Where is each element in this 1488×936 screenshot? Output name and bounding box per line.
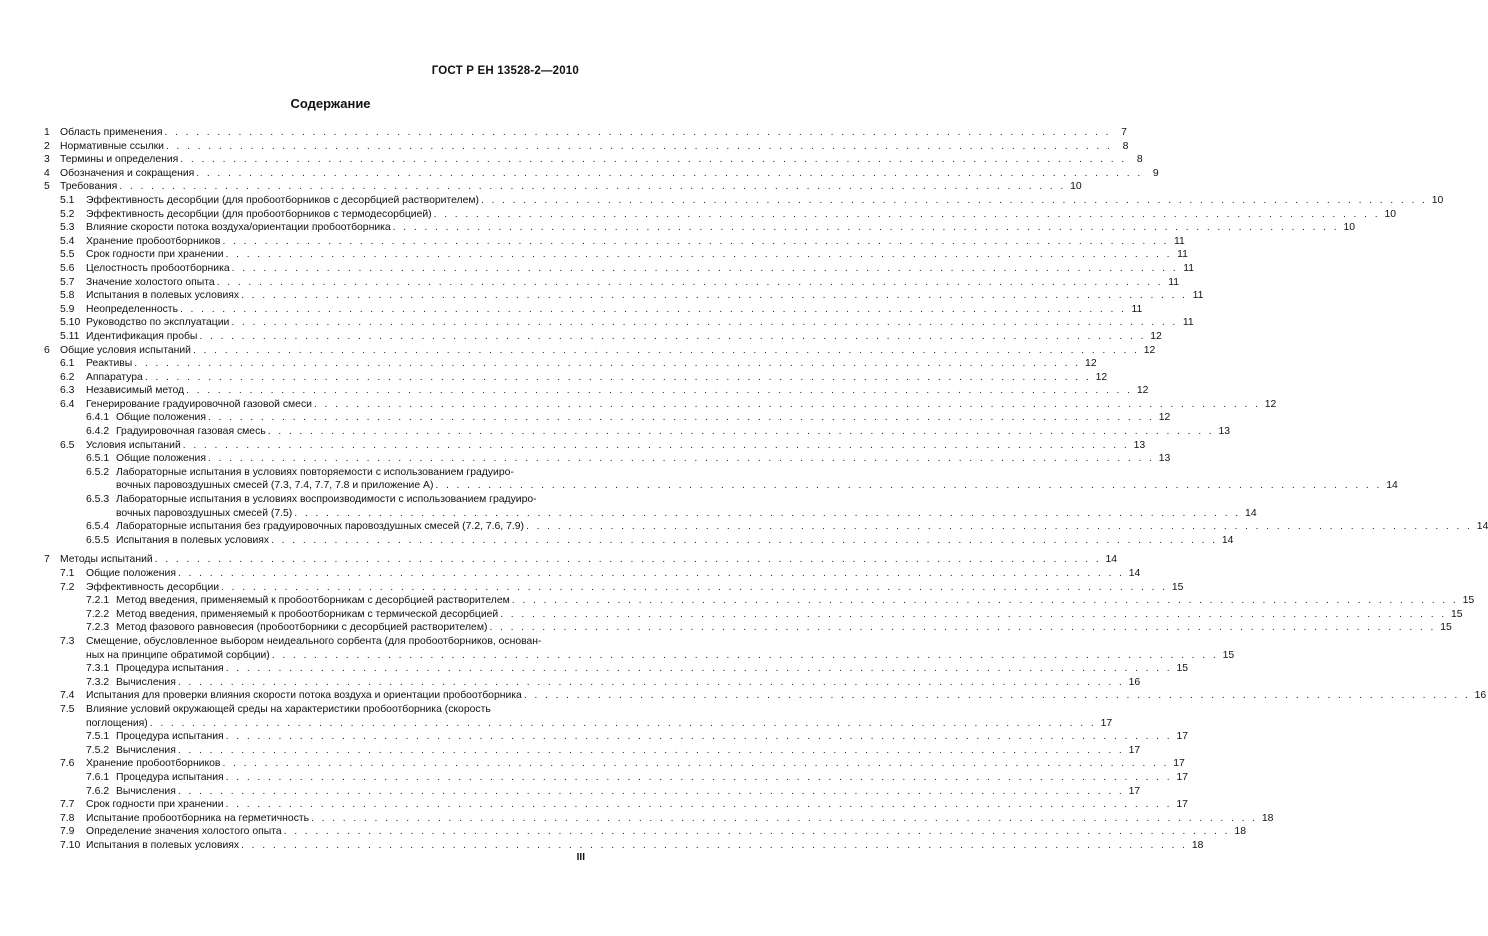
toc-entry-page: 11 (1177, 249, 1188, 261)
toc-entry-title: Генерирование градуировочной газовой смеси (86, 398, 312, 410)
toc-leader-dots (284, 825, 1230, 839)
toc-entry-title: поглощения) (86, 717, 148, 729)
toc-leader-dots (145, 371, 1091, 385)
toc-leader-dots (208, 411, 1154, 425)
toc-entry-page: 11 (1192, 290, 1204, 302)
toc-entry (44, 276, 1180, 290)
toc-leader-dots (500, 608, 1446, 622)
toc-entry-title: Руководство по эксплуатации (86, 317, 230, 329)
toc-entry-page: 12 (1136, 385, 1149, 397)
toc-entry-number: 5.10 (60, 317, 81, 329)
toc-entry (44, 520, 1488, 534)
toc-entry-title: Хранение пробоотборников (86, 758, 221, 770)
toc-entry-title: Процедура испытания (116, 771, 224, 783)
toc-entry-page: 11 (1182, 317, 1194, 329)
toc-entry-number: 6.3 (60, 385, 75, 397)
toc-entry (44, 676, 1141, 690)
toc-entry-title: Испытания в полевых условиях (86, 839, 240, 851)
toc-leader-dots (226, 248, 1172, 262)
toc-entry (44, 140, 1129, 154)
toc-entry-page: 15 (1440, 622, 1452, 634)
toc-leader-dots (178, 567, 1124, 581)
toc-entry-page: 10 (1431, 194, 1444, 206)
toc-entry (44, 452, 1171, 466)
toc-leader-dots (183, 439, 1129, 453)
toc-entry-number: 5.1 (60, 194, 75, 206)
toc-entry-title: Неопределенность (86, 303, 178, 315)
toc-entry-page: 16 (1128, 676, 1141, 688)
toc-entry-page: 15 (1222, 649, 1235, 661)
toc-entry-page: 12 (1150, 330, 1162, 342)
toc-entry-page: 13 (1218, 426, 1231, 438)
toc-entry-page: 9 (1152, 167, 1159, 179)
toc-entry (44, 703, 1113, 730)
toc-entry-title: Целостность пробоотборника (86, 262, 230, 274)
toc-entry-page: 8 (1122, 140, 1129, 152)
toc-entry-number: 7.3 (60, 635, 75, 647)
toc-entry-title: Термины и определения (60, 154, 179, 166)
toc-entry-title: Испытания в полевых условиях (86, 290, 240, 302)
toc-leader-dots (435, 479, 1381, 493)
toc-entry-title: Общие положения (86, 568, 176, 579)
toc-entry (44, 411, 1171, 425)
toc-leader-dots (512, 594, 1458, 608)
toc-entry-page: 8 (1136, 154, 1143, 166)
toc-entry-number: 6.5.5 (86, 534, 110, 546)
page-title: Содержание (290, 96, 371, 111)
toc-entry (44, 303, 1143, 317)
toc-leader-dots (178, 676, 1124, 690)
toc-entry-page: 15 (1171, 581, 1184, 593)
toc-entry-page: 17 (1100, 717, 1113, 729)
toc-entry-page: 11 (1168, 276, 1180, 288)
toc-entry-title: Область применения (60, 127, 163, 138)
toc-entry-number: 7.2.3 (86, 622, 110, 634)
toc-entry-number: 6.4.1 (86, 412, 110, 424)
toc-entry (44, 757, 1185, 771)
toc-entry (44, 744, 1141, 758)
toc-entry-title: Вычисления (116, 744, 176, 756)
toc-entry-title: Лабораторные испытания в условиях повторяемости с использованием градуиро- (116, 466, 514, 478)
toc-entry (44, 316, 1194, 330)
toc-entry-title: Вычисления (116, 785, 176, 797)
toc-leader-dots (241, 289, 1187, 303)
toc-entry (44, 371, 1108, 385)
toc-entry (44, 466, 1398, 493)
toc-entry-number: 6.5.4 (86, 521, 110, 533)
toc-entry-title: Требования (60, 181, 118, 193)
toc-entry-page: 16 (1474, 690, 1487, 702)
toc-leader-dots (393, 221, 1339, 235)
toc-entry (44, 439, 1146, 453)
toc-entry-page: 7 (1121, 127, 1127, 138)
toc-leader-dots (434, 208, 1380, 222)
toc-leader-dots (481, 194, 1427, 208)
toc-entry-number: 6.5 (60, 439, 75, 451)
toc-entry-title: Общие положения (116, 412, 206, 424)
toc-entry-page: 11 (1183, 262, 1194, 274)
toc-entry (44, 357, 1097, 371)
toc-leader-dots (271, 534, 1217, 548)
toc-entry-page: 11 (1174, 235, 1185, 247)
toc-leader-dots (196, 167, 1142, 181)
toc-entry (44, 798, 1188, 812)
toc-leader-dots (311, 812, 1257, 826)
toc-entry-page: 14 (1476, 521, 1488, 533)
toc-entry-title: Метод фазового равновесия (пробоотборники с десорбцией растворителем) (116, 622, 488, 634)
toc-leader-dots (232, 262, 1178, 276)
toc-entry-number: 7.6.1 (86, 771, 110, 783)
toc-leader-dots (268, 425, 1214, 439)
toc-leader-dots (221, 581, 1167, 595)
toc-entry (44, 248, 1188, 262)
toc-entry (44, 635, 1235, 662)
toc-entry (44, 398, 1277, 412)
toc-entry (44, 167, 1159, 181)
toc-leader-dots (222, 757, 1168, 771)
toc-entry-title: вочных паровоздушных смесей (7.3, 7.4, 7.7, 7.8 и приложение А) (116, 480, 434, 492)
toc-leader-dots (231, 316, 1177, 330)
toc-entry (44, 126, 1127, 140)
toc-entry-number: 5.3 (60, 222, 75, 234)
toc-entry-title: Хранение пробоотборников (86, 235, 221, 247)
toc-entry (44, 194, 1444, 208)
toc-entry-page: 14 (1128, 568, 1141, 579)
toc-entry (44, 180, 1082, 194)
toc-entry-page: 17 (1128, 744, 1141, 756)
toc-entry-page: 17 (1176, 799, 1188, 811)
toc-entry-page: 18 (1261, 812, 1274, 824)
toc-entry (44, 839, 1204, 853)
toc-entry (44, 344, 1156, 358)
toc-entry (44, 567, 1141, 581)
toc-entry-title: Вычисления (116, 676, 176, 688)
toc-leader-dots (150, 717, 1096, 731)
toc-leader-dots (241, 839, 1187, 853)
toc-entry-number: 7.2.2 (86, 608, 110, 620)
toc-entry-number: 6.5.2 (86, 466, 110, 478)
toc-entry-page: 18 (1234, 826, 1246, 838)
toc-entry-number: 5.7 (60, 276, 75, 288)
toc-entry-title: Лабораторные испытания без градуировочных паровоздушных смесей (7.2, 7.6, 7.9) (116, 521, 524, 533)
table-of-contents (44, 126, 1488, 852)
toc-leader-dots (155, 553, 1101, 567)
toc-entry (44, 771, 1189, 785)
toc-entry (44, 662, 1189, 676)
toc-entry (44, 608, 1463, 622)
toc-entry-number: 5.6 (60, 262, 75, 274)
toc-entry-title: Испытания в полевых условиях (116, 534, 270, 546)
toc-entry (44, 493, 1257, 520)
toc-entry (44, 825, 1246, 839)
toc-entry-page: 14 (1245, 507, 1257, 519)
toc-entry-number: 7.8 (60, 812, 75, 824)
toc-entry (44, 289, 1204, 303)
toc-entry-title: ных на принципе обратимой сорбции) (86, 649, 270, 661)
toc-entry (44, 262, 1194, 276)
document-code: ГОСТ Р ЕН 13528-2—2010 (431, 65, 579, 77)
toc-entry-title: Процедура испытания (116, 731, 224, 743)
toc-leader-dots (180, 153, 1126, 167)
toc-entry-number: 5.8 (60, 290, 75, 302)
toc-entry-title: Нормативные ссылки (60, 140, 164, 152)
toc-entry-title: Метод введения, применяемый к пробоотборникам с термической десорбцией (116, 608, 499, 620)
toc-entry (44, 534, 1234, 548)
toc-entry-title: Срок годности при хранении (86, 799, 224, 811)
toc-entry-number: 7.5.2 (86, 744, 110, 756)
toc-entry (44, 235, 1185, 249)
toc-entry-title: Смещение, обусловленное выбором неидеального сорбента (для пробоотборников, основан- (86, 635, 542, 647)
toc-leader-dots (208, 452, 1154, 466)
toc-entry (44, 384, 1149, 398)
toc-entry-number: 7.2.1 (86, 595, 110, 607)
toc-entry-title: Срок годности при хранении (86, 249, 224, 261)
toc-entry-number: 7.2 (60, 581, 75, 593)
toc-leader-dots (178, 785, 1124, 799)
toc-leader-dots (119, 180, 1065, 194)
toc-entry-number: 7.5.1 (86, 731, 110, 743)
toc-entry-number: 6.1 (60, 358, 75, 370)
toc-leader-dots (489, 621, 1435, 635)
toc-entry-number: 7.9 (60, 826, 75, 838)
toc-entry-number: 5.11 (60, 330, 80, 342)
toc-entry-page: 12 (1264, 398, 1277, 410)
toc-entry-number: 7.6 (60, 758, 75, 770)
toc-entry-page: 17 (1176, 771, 1189, 783)
toc-entry-number: 7.3.1 (86, 663, 110, 675)
toc-entry-number: 5.9 (60, 303, 75, 315)
toc-entry-number: 6.4.2 (86, 426, 110, 438)
toc-leader-dots (272, 649, 1218, 663)
toc-entry-page: 12 (1143, 344, 1156, 356)
toc-entry-title: Методы испытаний (60, 554, 153, 566)
toc-entry-number: 7.10 (60, 839, 81, 851)
toc-entry-title: Испытание пробоотборника на герметичность (86, 812, 310, 824)
toc-entry-title: вочных паровоздушных смесей (7.5) (116, 507, 293, 519)
toc-entry-page: 11 (1131, 303, 1143, 315)
toc-entry-title: Реактивы (86, 358, 133, 370)
toc-entry-number: 7.7 (60, 799, 75, 811)
toc-entry-number: 6.4 (60, 398, 75, 410)
toc-entry-number: 5.5 (60, 249, 75, 261)
toc-entry (44, 153, 1143, 167)
toc-entry-title: Значение холостого опыта (86, 276, 215, 288)
toc-entry-number: 3 (44, 154, 50, 166)
toc-entry-title: Градуировочная газовая смесь (116, 426, 266, 438)
toc-entry-number: 7.6.2 (86, 785, 110, 797)
toc-entry-title: Условия испытаний (86, 439, 181, 451)
toc-entry-page: 12 (1095, 371, 1108, 383)
toc-entry-number: 2 (44, 140, 50, 152)
toc-entry-number: 6.5.1 (86, 453, 110, 465)
toc-entry-number: 5.2 (60, 208, 75, 220)
toc-entry (44, 221, 1356, 235)
toc-entry-title: Определение значения холостого опыта (86, 826, 282, 838)
toc-entry-number: 5 (44, 181, 50, 193)
toc-entry-title: Влияние условий окружающей среды на характеристики пробоотборника (скорость (86, 703, 491, 715)
toc-entry (44, 553, 1118, 567)
toc-entry-page: 18 (1191, 839, 1204, 851)
toc-entry-title: Обозначения и сокращения (60, 167, 195, 179)
toc-entry-page: 12 (1085, 358, 1097, 370)
toc-leader-dots (178, 744, 1124, 758)
toc-entry-number: 7.5 (60, 703, 75, 715)
toc-leader-dots (217, 276, 1163, 290)
toc-entry-title: Влияние скорости потока воздуха/ориентации пробоотборника (86, 222, 391, 234)
toc-entry-title: Эффективность десорбции (86, 581, 220, 593)
toc-entry-page: 10 (1384, 208, 1396, 220)
toc-leader-dots (294, 507, 1240, 521)
toc-leader-dots (226, 798, 1172, 812)
toc-entry-page: 14 (1105, 554, 1118, 566)
toc-entry-page: 14 (1386, 480, 1398, 492)
toc-entry-title: Аппаратура (86, 371, 143, 383)
toc-entry (44, 689, 1487, 703)
toc-leader-dots (164, 126, 1110, 140)
toc-entry-page: 17 (1173, 758, 1185, 770)
toc-entry (44, 812, 1274, 826)
toc-entry-page: 15 (1176, 663, 1189, 675)
toc-leader-dots (524, 689, 1470, 703)
toc-entry-number: 1 (44, 127, 50, 138)
toc-entry-title: Эффективность десорбции (для пробоотборников с десорбцией растворителем) (86, 194, 479, 206)
toc-leader-dots (314, 398, 1260, 412)
toc-entry-page: 10 (1343, 222, 1356, 234)
toc-leader-dots (134, 357, 1080, 371)
toc-leader-dots (226, 662, 1172, 676)
toc-entry-page: 15 (1462, 595, 1475, 607)
toc-leader-dots (166, 140, 1112, 154)
toc-entry-page: 14 (1221, 534, 1234, 546)
toc-entry-number: 4 (44, 167, 50, 179)
toc-leader-dots (526, 520, 1472, 534)
toc-entry-title: Общие положения (116, 453, 206, 465)
page-number: III (576, 852, 585, 863)
toc-entry-number: 7.4 (60, 690, 75, 702)
toc-entry-title: Лабораторные испытания в условиях воспроизводимости с использованием градуиро- (116, 494, 537, 506)
toc-entry-number: 7.3.2 (86, 676, 110, 688)
toc-leader-dots (199, 330, 1145, 344)
toc-leader-dots (226, 730, 1172, 744)
toc-leader-dots (180, 303, 1126, 317)
toc-entry-number: 6.2 (60, 371, 75, 383)
toc-entry (44, 785, 1141, 799)
toc-entry-number: 6.5.3 (86, 494, 110, 506)
toc-entry-title: Эффективность десорбции (для пробоотборников с термодесорбцией) (86, 208, 432, 220)
toc-entry-page: 15 (1451, 608, 1463, 620)
toc-entry (44, 581, 1184, 595)
toc-entry (44, 730, 1189, 744)
toc-leader-dots (193, 344, 1139, 358)
toc-entry-page: 10 (1070, 181, 1082, 193)
toc-entry-number: 7 (44, 554, 50, 566)
toc-entry-number: 7.1 (60, 568, 75, 579)
toc-entry (44, 330, 1162, 344)
toc-entry (44, 621, 1452, 635)
toc-entry-title: Общие условия испытаний (60, 344, 191, 356)
toc-leader-dots (226, 771, 1172, 785)
toc-entry-page: 12 (1158, 412, 1171, 424)
toc-entry-title: Независимый метод (86, 385, 185, 397)
toc-entry-title: Идентификация пробы (86, 330, 198, 342)
toc-entry-title: Процедура испытания (116, 663, 224, 675)
toc-entry-page: 17 (1176, 731, 1189, 743)
toc-entry-title: Испытания для проверки влияния скорости потока воздуха и ориентации пробоотборника (86, 690, 522, 702)
toc-entry-page: 13 (1133, 439, 1146, 451)
toc-entry (44, 208, 1396, 222)
toc-entry-title: Метод введения, применяемый к пробоотборникам с десорбцией растворителем (116, 595, 510, 607)
toc-leader-dots (222, 235, 1168, 249)
toc-entry-number: 6 (44, 344, 50, 356)
toc-leader-dots (186, 384, 1132, 398)
toc-entry (44, 594, 1475, 608)
toc-entry-page: 17 (1128, 785, 1141, 797)
toc-entry-number: 5.4 (60, 235, 75, 247)
toc-entry-page: 13 (1158, 453, 1171, 465)
toc-entry (44, 425, 1231, 439)
